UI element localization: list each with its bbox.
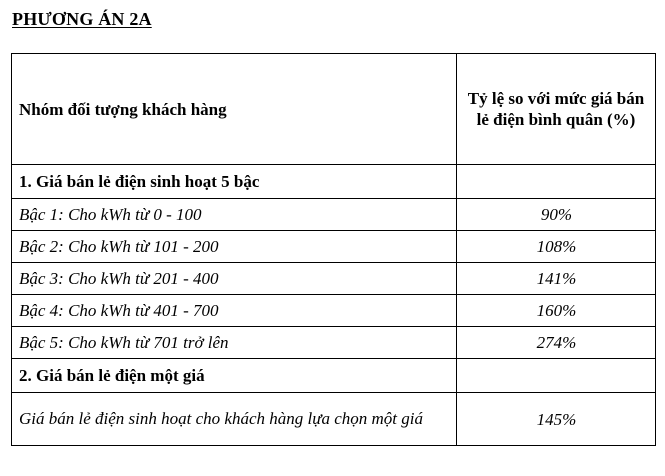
single-price-label: Giá bán lẻ điện sinh hoạt cho khách hàng lựa chọn một giá	[12, 393, 457, 446]
single-price-ratio: 145%	[457, 393, 656, 446]
tier-ratio: 108%	[457, 231, 656, 263]
tier-label: Bậc 5: Cho kWh từ 701 trở lên	[12, 327, 457, 359]
table-row	[12, 393, 656, 446]
tier-label: Bậc 2: Cho kWh từ 101 - 200	[12, 231, 457, 263]
tier-ratio: 274%	[457, 327, 656, 359]
table-header-row	[12, 54, 656, 165]
section-empty-cell	[457, 359, 656, 393]
tier-label: Bậc 3: Cho kWh từ 201 - 400	[12, 263, 457, 295]
header-customer-group: Nhóm đối tượng khách hàng	[12, 54, 457, 165]
table-row	[12, 295, 656, 327]
table-row	[12, 263, 656, 295]
tier-ratio: 90%	[457, 199, 656, 231]
section-title: 2. Giá bán lẻ điện một giá	[12, 359, 457, 393]
section-row	[12, 165, 656, 199]
header-price-ratio: Tỷ lệ so với mức giá bán lẻ điện bình quân (%)	[457, 54, 656, 165]
table-row	[12, 231, 656, 263]
tier-ratio: 141%	[457, 263, 656, 295]
tier-ratio: 160%	[457, 295, 656, 327]
table-row	[12, 199, 656, 231]
tier-label: Bậc 4: Cho kWh từ 401 - 700	[12, 295, 457, 327]
tier-label: Bậc 1: Cho kWh từ 0 - 100	[12, 199, 457, 231]
price-ratio-table	[11, 53, 656, 446]
table-row	[12, 327, 656, 359]
section-row	[12, 359, 656, 393]
page-title: PHƯƠNG ÁN 2A	[12, 9, 152, 29]
section-empty-cell	[457, 165, 656, 199]
section-title: 1. Giá bán lẻ điện sinh hoạt 5 bậc	[12, 165, 457, 199]
